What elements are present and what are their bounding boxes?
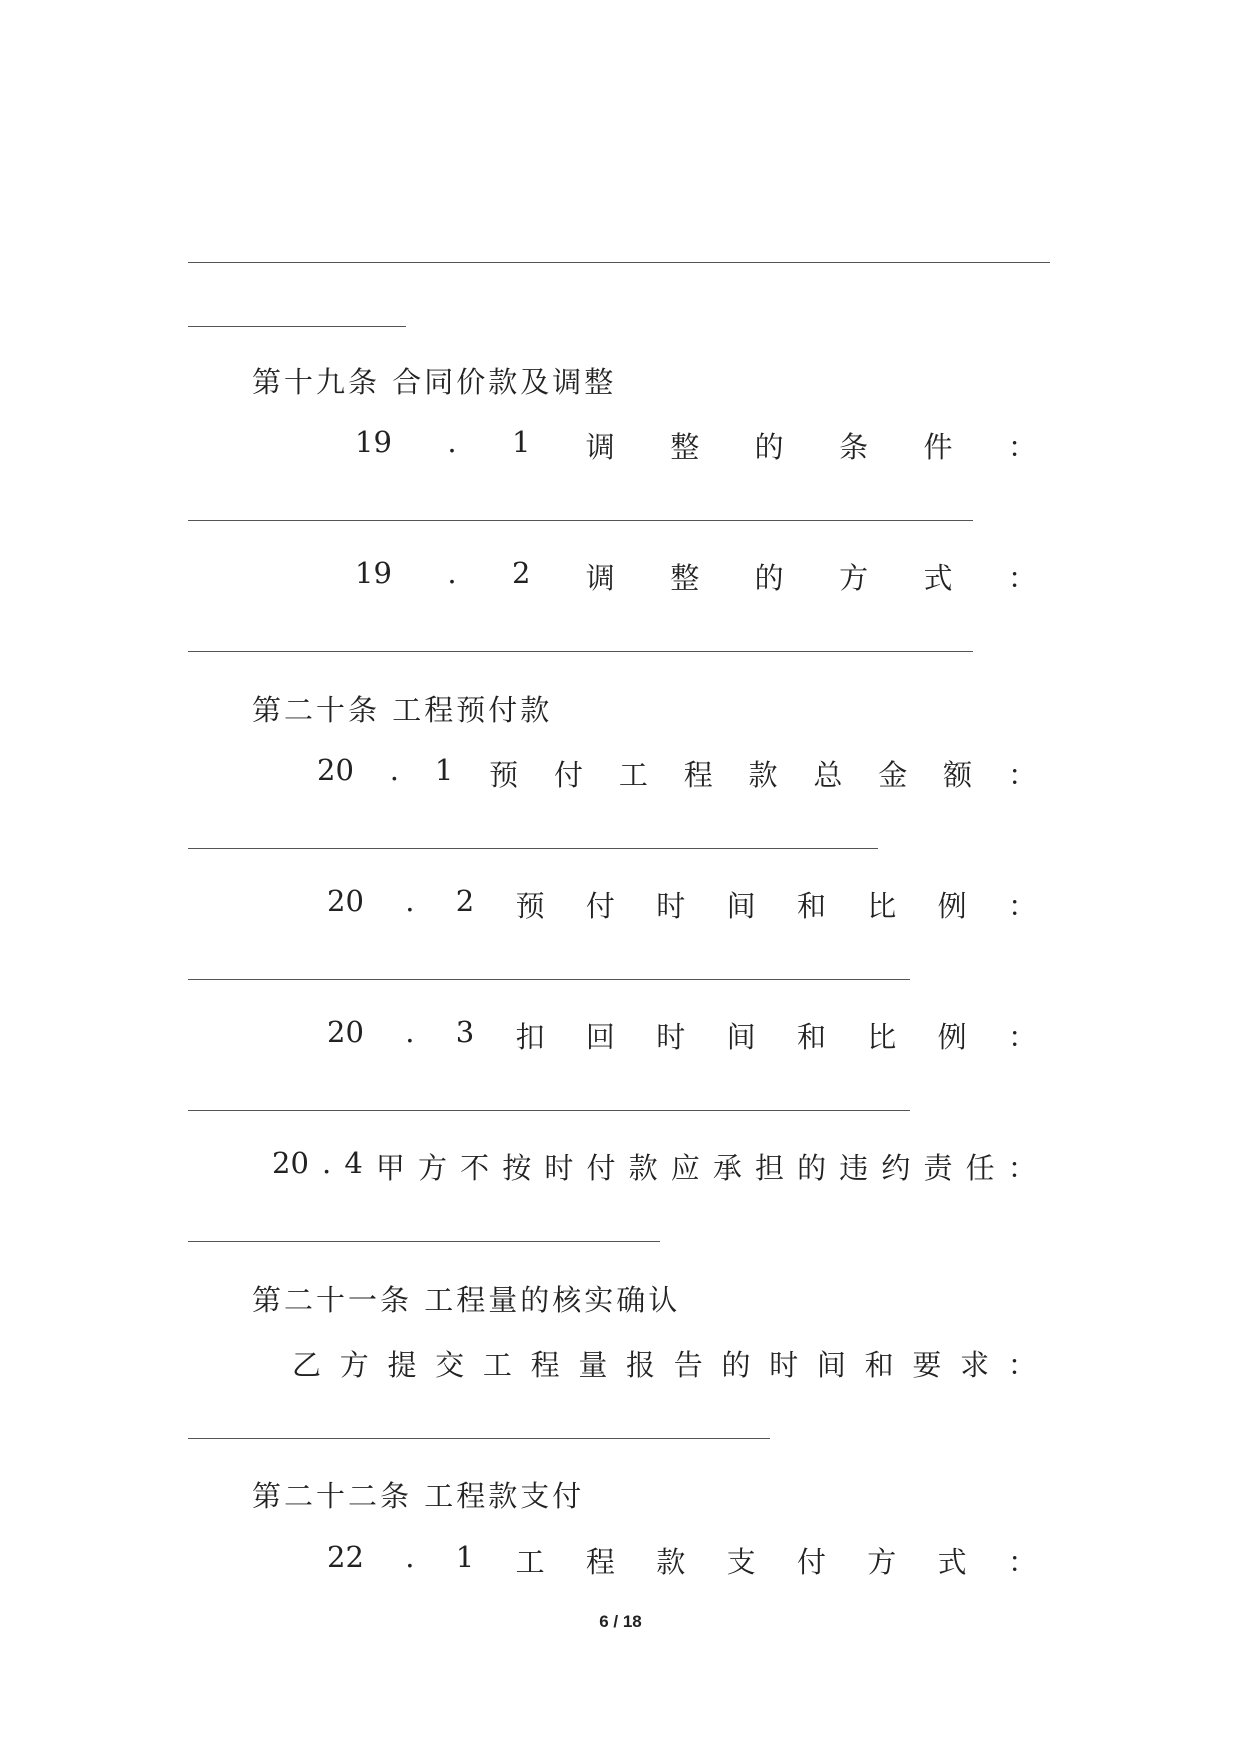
text-token: 付 bbox=[796, 1545, 826, 1579]
text-token: 支 bbox=[726, 1545, 756, 1579]
text-token: 例 bbox=[937, 1020, 967, 1054]
fill-line bbox=[188, 262, 1050, 263]
text-token: 件 bbox=[923, 430, 953, 464]
text-token: 报 bbox=[626, 1348, 656, 1382]
text-token: 方 bbox=[418, 1151, 448, 1185]
text-token: 甲 bbox=[375, 1151, 405, 1185]
fill-line bbox=[188, 651, 973, 652]
text-token: 付 bbox=[553, 758, 583, 792]
text-token: 方 bbox=[867, 1545, 897, 1579]
text-token: 和 bbox=[796, 889, 826, 923]
text-token: 间 bbox=[726, 889, 756, 923]
text-token: 款 bbox=[748, 758, 778, 792]
article-19-item-1 bbox=[355, 425, 1037, 466]
text-token: 例 bbox=[937, 889, 967, 923]
text-token: 的 bbox=[797, 1151, 827, 1185]
text-token: 整 bbox=[670, 430, 700, 464]
text-token: 调 bbox=[585, 430, 615, 464]
article-21-heading: 第二十一条 工程量的核实确认 bbox=[252, 1283, 681, 1317]
text-token: 款 bbox=[628, 1151, 658, 1185]
text-token: 程 bbox=[585, 1545, 615, 1579]
text-token: 求 bbox=[960, 1348, 990, 1382]
text-token: 承 bbox=[712, 1151, 742, 1185]
text-token: 程 bbox=[530, 1348, 560, 1382]
fill-line bbox=[188, 1110, 910, 1111]
text-token: 的 bbox=[754, 561, 784, 595]
text-token: ： bbox=[1007, 561, 1037, 595]
text-token: 付 bbox=[586, 1151, 616, 1185]
text-token: ： bbox=[1007, 430, 1037, 464]
text-token: . bbox=[405, 884, 415, 918]
text-token: 和 bbox=[864, 1348, 894, 1382]
text-token: 按 bbox=[502, 1151, 532, 1185]
fill-line bbox=[188, 979, 910, 980]
text-token: 1 bbox=[455, 1540, 475, 1574]
text-token: 告 bbox=[673, 1348, 703, 1382]
text-token: 间 bbox=[816, 1348, 846, 1382]
article-22-item-1 bbox=[327, 1540, 1037, 1581]
text-token: 要 bbox=[912, 1348, 942, 1382]
text-token: 工 bbox=[515, 1545, 545, 1579]
text-token: 乙 bbox=[292, 1348, 322, 1382]
text-token: 任 bbox=[965, 1151, 995, 1185]
text-token: 时 bbox=[656, 1020, 686, 1054]
text-token: 担 bbox=[755, 1151, 785, 1185]
text-token: 条 bbox=[839, 430, 869, 464]
text-token: 方 bbox=[839, 561, 869, 595]
article-20-item-1 bbox=[317, 753, 1037, 794]
text-token: 20 bbox=[327, 1015, 364, 1049]
fill-line bbox=[188, 848, 878, 849]
article-20-heading: 第二十条 工程预付款 bbox=[252, 693, 553, 727]
text-token: . bbox=[447, 556, 457, 590]
text-token: 量 bbox=[578, 1348, 608, 1382]
text-token: 1 bbox=[434, 753, 454, 787]
text-token: 款 bbox=[656, 1545, 686, 1579]
text-token: 责 bbox=[923, 1151, 953, 1185]
text-token: 交 bbox=[435, 1348, 465, 1382]
text-token: 提 bbox=[387, 1348, 417, 1382]
page-number: 6 / 18 bbox=[599, 1612, 642, 1631]
fill-line bbox=[188, 1241, 660, 1242]
article-20-item-2 bbox=[327, 884, 1037, 925]
text-token: 4 bbox=[344, 1146, 363, 1180]
text-token: 的 bbox=[754, 430, 784, 464]
text-token: 比 bbox=[867, 889, 897, 923]
text-token: 比 bbox=[867, 1020, 897, 1054]
article-20-item-3 bbox=[327, 1015, 1037, 1056]
text-token: 3 bbox=[455, 1015, 475, 1049]
text-token: ： bbox=[1007, 1151, 1037, 1185]
text-token: 金 bbox=[878, 758, 908, 792]
text-token: 程 bbox=[683, 758, 713, 792]
text-token: 预 bbox=[489, 758, 519, 792]
fill-line bbox=[188, 520, 973, 521]
text-token: 方 bbox=[339, 1348, 369, 1382]
text-token: ： bbox=[1007, 1020, 1037, 1054]
article-19-item-2 bbox=[355, 556, 1037, 597]
text-token: 20 bbox=[317, 753, 354, 787]
text-token: . bbox=[405, 1540, 415, 1574]
text-token: ： bbox=[1007, 889, 1037, 923]
text-token: 20 bbox=[272, 1146, 309, 1180]
text-token: 时 bbox=[656, 889, 686, 923]
text-token: 22 bbox=[327, 1540, 364, 1574]
text-token: 调 bbox=[585, 561, 615, 595]
text-token: 违 bbox=[839, 1151, 869, 1185]
text-token: 约 bbox=[881, 1151, 911, 1185]
text-token: 付 bbox=[585, 889, 615, 923]
text-token: 19 bbox=[355, 425, 392, 459]
text-token: . bbox=[447, 425, 457, 459]
text-token: 工 bbox=[482, 1348, 512, 1382]
text-token: 2 bbox=[511, 556, 531, 590]
text-token: 不 bbox=[460, 1151, 490, 1185]
text-token: 2 bbox=[455, 884, 475, 918]
text-token: 式 bbox=[937, 1545, 967, 1579]
text-token: 扣 bbox=[515, 1020, 545, 1054]
text-token: . bbox=[389, 753, 399, 787]
text-token: . bbox=[322, 1146, 332, 1180]
text-token: 总 bbox=[813, 758, 843, 792]
article-20-item-4 bbox=[272, 1146, 1037, 1187]
text-token: ： bbox=[1007, 758, 1037, 792]
text-token: 工 bbox=[618, 758, 648, 792]
text-token: 式 bbox=[923, 561, 953, 595]
text-token: 19 bbox=[355, 556, 392, 590]
text-token: 应 bbox=[670, 1151, 700, 1185]
text-token: 时 bbox=[769, 1348, 799, 1382]
text-token: 和 bbox=[796, 1020, 826, 1054]
text-token: 的 bbox=[721, 1348, 751, 1382]
fill-line bbox=[188, 326, 406, 327]
text-token: 额 bbox=[943, 758, 973, 792]
text-token: 整 bbox=[670, 561, 700, 595]
text-token: 20 bbox=[327, 884, 364, 918]
article-21-item-1 bbox=[292, 1343, 1037, 1384]
text-token: 间 bbox=[726, 1020, 756, 1054]
article-22-heading: 第二十二条 工程款支付 bbox=[252, 1479, 585, 1513]
text-token: 预 bbox=[515, 889, 545, 923]
fill-line bbox=[188, 1438, 770, 1439]
text-token: ： bbox=[1007, 1348, 1037, 1382]
text-token: 时 bbox=[544, 1151, 574, 1185]
text-token: 1 bbox=[511, 425, 531, 459]
text-token: . bbox=[405, 1015, 415, 1049]
article-19-heading: 第十九条 合同价款及调整 bbox=[252, 365, 617, 399]
text-token: ： bbox=[1007, 1545, 1037, 1579]
text-token: 回 bbox=[585, 1020, 615, 1054]
